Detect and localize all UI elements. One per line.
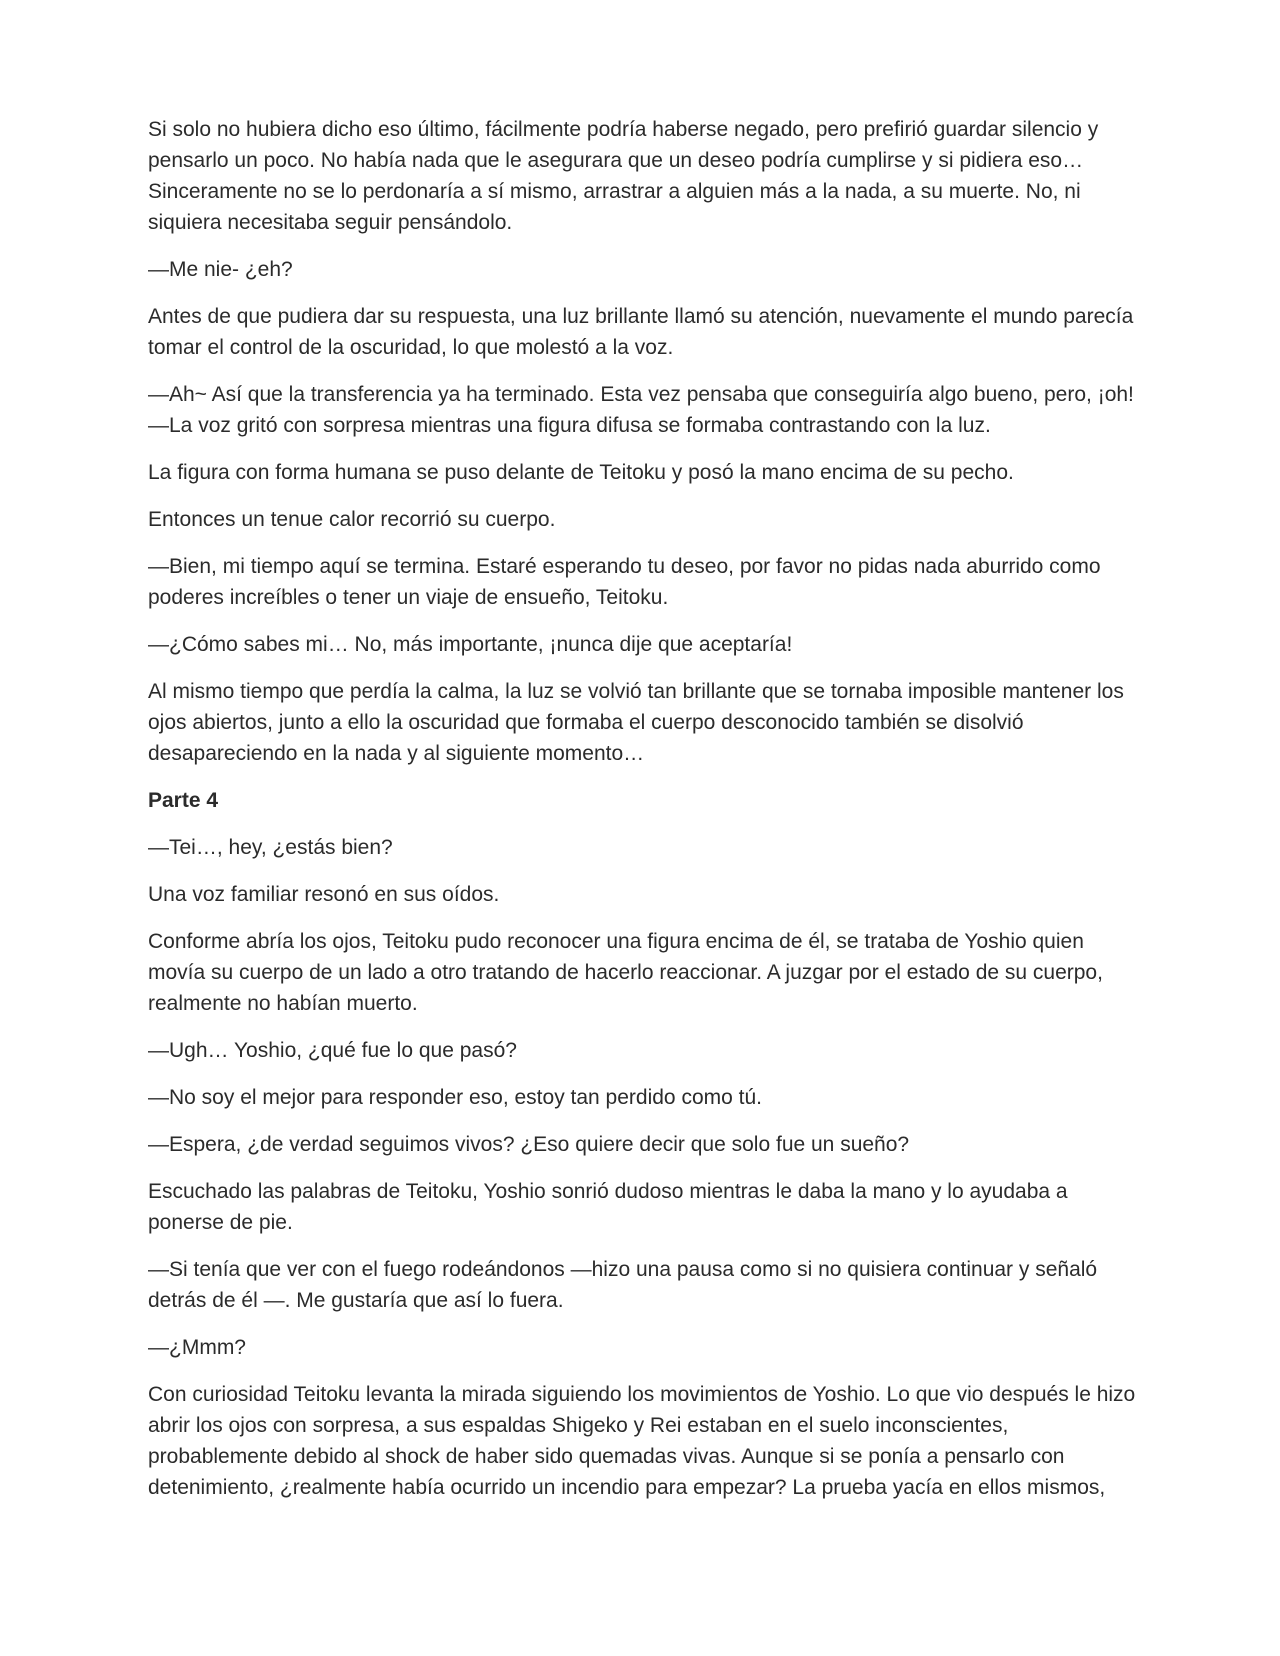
dialogue-line: —Bien, mi tiempo aquí se termina. Estaré esperando tu deseo, por favor no pidas nada aburrido como poderes increíbles o tener un viaje de ensueño, Teitoku. <box>148 555 1101 609</box>
dialogue-line: —Espera, ¿de verdad seguimos vivos? ¿Eso quiere decir que solo fue un sueño? <box>148 1133 910 1156</box>
paragraph: Escuchado las palabras de Teitoku, Yoshio sonrió dudoso mientras le daba la mano y lo ayudaba a ponerse de pie. <box>148 1180 1068 1234</box>
document-page <box>148 114 1138 1519</box>
paragraph: La figura con forma humana se puso delante de Teitoku y posó la mano encima de su pecho. <box>148 461 1014 484</box>
paragraph: Si solo no hubiera dicho eso último, fácilmente podría haberse negado, pero prefirió guardar silencio y pensarlo un poco. No había nada que le asegurara que un deseo podría cumplirse y si pidiera eso… Sinceramente no se lo perdonaría a sí mismo, arrastrar a alguien más a la nada, a su muerte. No, ni siquiera necesitaba seguir pensándolo. <box>148 118 1099 234</box>
paragraph: Con curiosidad Teitoku levanta la mirada siguiendo los movimientos de Yoshio. Lo que vio después le hizo abrir los ojos con sorpresa, a sus espaldas Shigeko y Rei estaban en el suelo inconscientes, probablemente debido al shock de haber sido quemadas vivas. Aunque si se ponía a pensarlo con detenimiento, ¿realmente había ocurrido un incendio para empezar? La prueba yacía en ellos mismos, <box>148 1383 1136 1499</box>
dialogue-line: —Ugh… Yoshio, ¿qué fue lo que pasó? <box>148 1039 517 1062</box>
paragraph: Entonces un tenue calor recorrió su cuerpo. <box>148 508 556 531</box>
paragraph: Una voz familiar resonó en sus oídos. <box>148 883 500 906</box>
section-heading: Parte 4 <box>148 789 219 812</box>
dialogue-line: —¿Cómo sabes mi… No, más importante, ¡nunca dije que aceptaría! <box>148 633 793 656</box>
paragraph: Al mismo tiempo que perdía la calma, la luz se volvió tan brillante que se tornaba imposible mantener los ojos abiertos, junto a ello la oscuridad que formaba el cuerpo desconocido también se disolvió desapareciendo en la nada y al siguiente momento… <box>148 680 1124 765</box>
dialogue-line: —Me nie- ¿eh? <box>148 258 293 281</box>
dialogue-line: —Ah~ Así que la transferencia ya ha terminado. Esta vez pensaba que conseguiría algo bueno, pero, ¡oh! —La voz gritó con sorpresa mientras una figura difusa se formaba contrastando con la luz. <box>148 383 1134 437</box>
paragraph: Conforme abría los ojos, Teitoku pudo reconocer una figura encima de él, se trataba de Yoshio quien movía su cuerpo de un lado a otro tratando de hacerlo reaccionar. A juzgar por el estado de su cuerpo, realmente no habían muerto. <box>148 930 1103 1015</box>
paragraph: Antes de que pudiera dar su respuesta, una luz brillante llamó su atención, nuevamente el mundo parecía tomar el control de la oscuridad, lo que molestó a la voz. <box>148 305 1134 359</box>
dialogue-line: —No soy el mejor para responder eso, estoy tan perdido como tú. <box>148 1086 762 1109</box>
dialogue-line: —Si tenía que ver con el fuego rodeándonos —hizo una pausa como si no quisiera continuar y señaló detrás de él —. Me gustaría que así lo fuera. <box>148 1258 1098 1312</box>
dialogue-line: —¿Mmm? <box>148 1336 246 1359</box>
dialogue-line: —Tei…, hey, ¿estás bien? <box>148 836 393 859</box>
